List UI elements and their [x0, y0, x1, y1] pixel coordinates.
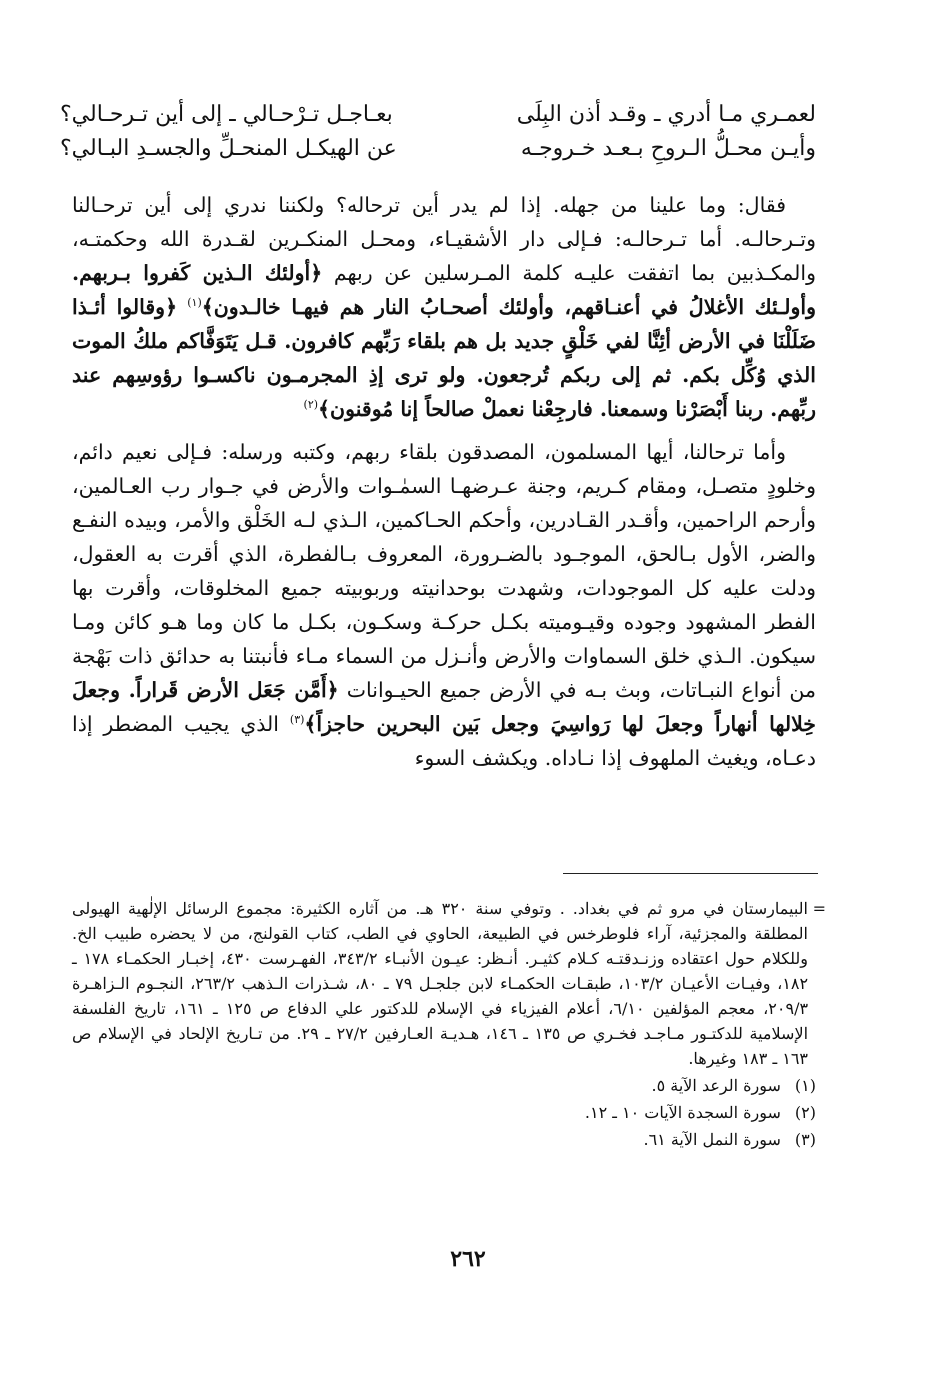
verse-2-second-hemistich: عن الهيكـل المنحـلِّ والجسـدِ البـالي؟ [60, 136, 397, 161]
paragraph-2 [72, 435, 816, 775]
verse-1-first-hemistich: لعمـري مـا أدري ـ وقـد أذن البِلَى [516, 102, 816, 127]
verse-line-2 [60, 132, 816, 166]
paragraph-1-intro: فقال: وما علينا من جهله. إذا لم يدر أين ترحاله؟ ولكننا ندري إلى أين ترحـالنا وتـرحالـه. أما تـرحالـه: فـإلى دار الأشقيـاء، ومحـل المنكـرين لقـدرة الله وحكمتـه، والمكـذبين بما اتفقت عليـه كلمة المـرسلين عن ربهم [72, 193, 816, 285]
verse-1-second-hemistich: بعـاجـل تـرْحـالي ـ إلى أين تـرحـالي؟ [60, 102, 393, 127]
footnote-ref-3: (٣) [289, 713, 305, 727]
footnote-2 [72, 1100, 816, 1125]
paragraph-2-tail: الذي يجيب المضطر إذا دعـاه، ويغيث الملهوف إذا نـاداه. ويكشف السوء [72, 712, 816, 770]
quran-quote-3: ﴿أَمَّن جَعَل الأرض قَراراً. وجعلَ خِلالها أنهاراً وجعلَ لها رَواسِيَ وجعل بَين البحرين حاجزاً﴾ [72, 678, 816, 736]
quran-quote-1: ﴿أولئك الـذين كَفروا بـربهم. وأولـئك الأغلالُ في أعنـاقهم، وأولئك أصحـابُ النار هم فيهـا خالـدون﴾ [72, 261, 816, 319]
main-text [72, 188, 816, 784]
footnotes [72, 896, 826, 1152]
footnote-biography: البيمارستان في مرو ثم في بغداد. . وتوفي سنة ٣٢٠ هـ. من آثاره الكثيرة: مجموع الرسائل الإلٰهية الهيولى المطلقة والمجزئية، آراء فلوطرخس في الطبيعة، الحاوي في الطب، كتاب القولنج، من لا يحضره طبيب الخ. وللكلام حول اعتقاده وزنـدقتـه كـلام كثيـر. أنـظر: عيـون الأنبـاء ٣٤٣/٢، الفهـرست ٤٣٠، إخبـار الحكمـاء ١٧٨ ـ ١٨٢، وفيـات الأعيـان ١٠٣/٢، طبقـات الحكمـاء لابن جلجـل ٧٩ ـ ٨٠، شـذرات الـذهب ٢٦٣/٢، النجـوم الـزاهـرة ٢٠٩/٣، معجم المؤلفين ٦/١٠، أعلام الفيزياء في الإسلام للدكتور علي الدفاع ص ١٢٥ ـ ١٦١، تاريخ الفلسفة الإسلامية للدكتـور مـاجـد فخـري ص ١٣٥ ـ ١٤٦، هـديـة العـارفين ٢٧/٢ ـ ٢٩. من تـاريخ الإلحاد في الإسلام ص ١٦٣ ـ ١٨٣ وغيرها. [72, 899, 809, 1068]
footnote-continuation-mark: = [812, 899, 826, 918]
footnote-ref-2: (٢) [303, 398, 319, 412]
footnote-divider [563, 873, 818, 874]
footnote-2-number: (٢) [794, 1103, 816, 1122]
paragraph-2-text: وأما ترحالنا، أيها المسلمون، المصدقون بلقاء ربهم، وكتبه ورسله: فـإلى نعيم دائم، وخلودٍ متصـل، ومقام كـريم، وجنة عـرضهـا السمٰـوات والأرض في جـوار رب العـالمين، وأرحم الراحمين، وأقـدر القـادرين، وأحكم الحـاكمين، الـذي لـه الخَلْق والأمر، وبيده النفـع والضر، الأول بـالحق، الموجـود بالضـرورة، المعروف بـالفطرة، الذي أقرت به العقول، ودلت عليه كل الموجودات، وشهدت بوحدانيته وربوبيته جميع المخلوقات، وأقرت بها الفطر المشهود وجوده وقيـوميته بكـل حركـة وسكـون، بكـل ما كان وما هـو كائن ومـا سيكون. الـذي خلق السماوات والأرض وأنـزل من السماء مـاء فأنبتنا به حدائق ذات بَهْجة من أنواع النبـاتات، وبث بـه في الأرض جميع الحيـوانات [72, 440, 816, 702]
footnote-3 [72, 1127, 816, 1152]
footnote-1-number: (١) [794, 1076, 816, 1095]
verse-line-1 [60, 98, 816, 132]
footnote-3-text: سورة النمل الآية ٦١. [643, 1130, 781, 1149]
paragraph-1 [72, 188, 816, 426]
footnote-ref-1: (١) [187, 296, 202, 310]
quran-quote-2: ﴿وقالوا أئـذا ضَلَلْنَا في الأرض أئِنَّا لفي خَلْقٍ جديد بل هم بلقاء رَبِّهم كافرون. قـل يَتَوَفَّاكم ملكُ الموت الذي وُكِّل بكم. ثم إلى ربكم تُرجعون. ولو ترى إذِ المجرمـون ناكسـوا رؤوسِهم عند ربِّهم. ربنا أَبْصَرْنا وسمعنا. فارجِعْنا نعملْ صالحاً إنا مُوقنون﴾ [72, 295, 816, 421]
footnote-3-number: (٣) [794, 1130, 816, 1149]
footnote-1 [72, 1073, 816, 1098]
poem-verses [60, 98, 816, 166]
footnote-1-text: سورة الرعد الآية ٥. [651, 1076, 781, 1095]
verse-2-first-hemistich: وأيـن محـلُّ الـروحِ بـعـد خـروجـه [520, 136, 816, 161]
footnote-2-text: سورة السجدة الآيات ١٠ ـ ١٢. [584, 1103, 781, 1122]
page-number: ٢٦٢ [450, 1246, 486, 1272]
